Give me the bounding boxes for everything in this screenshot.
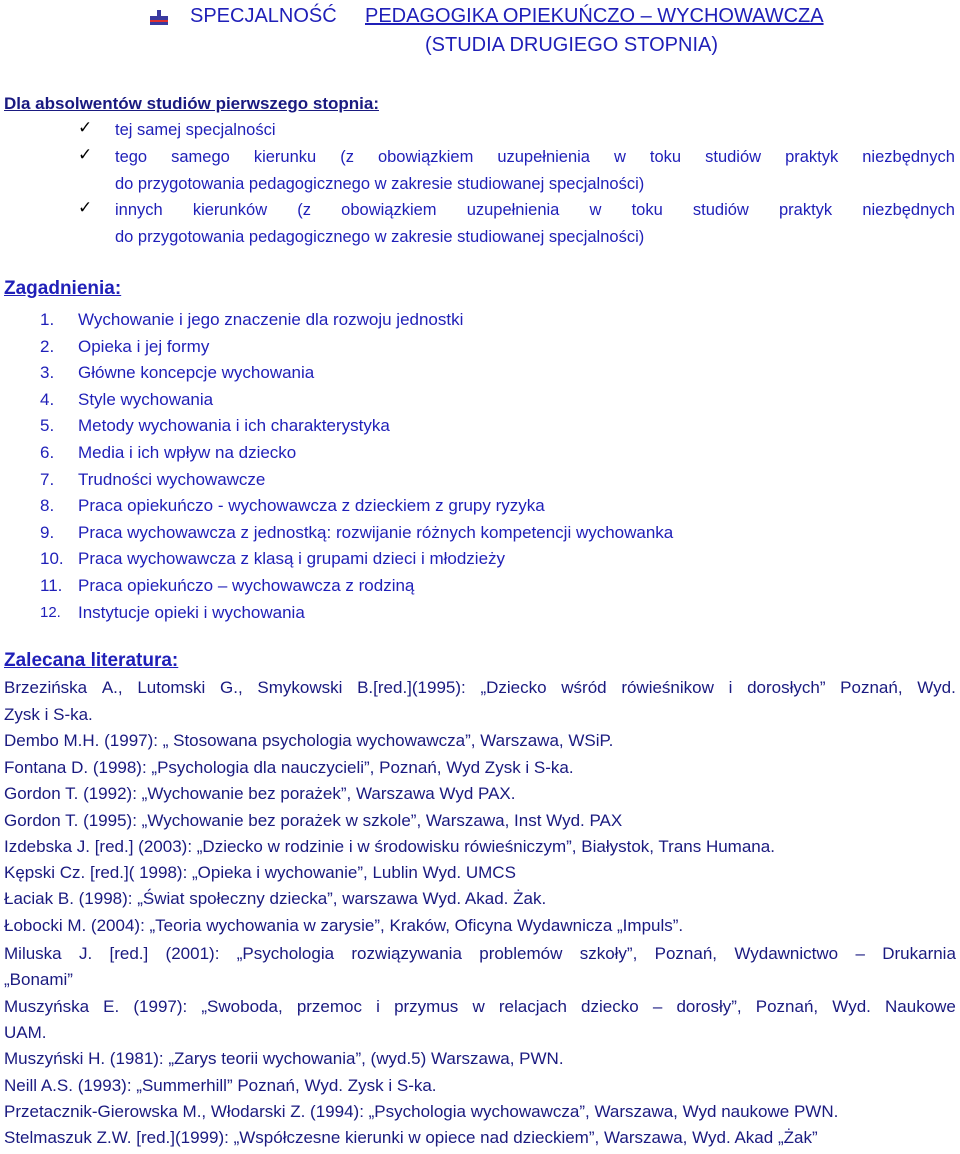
word: B.[red.](1995):: [357, 678, 466, 697]
literature-line: Łaciak B. (1998): „Świat społeczny dziecka”, warszawa Wyd. Akad. Żak.: [4, 889, 547, 908]
literature-line: Gordon T. (1992): „Wychowanie bez porażek”, Warszawa Wyd PAX.: [4, 784, 516, 803]
word: „Dziecko: [480, 678, 547, 697]
literature-line: Łobocki M. (2004): „Teoria wychowania w zarysie”, Kraków, Oficyna Wydawnicza „Impuls”.: [4, 916, 684, 935]
word: Drukarnia: [882, 944, 956, 963]
word: Wyd.: [917, 678, 956, 697]
word: (z: [297, 201, 312, 219]
list-item-number: 3.: [40, 363, 55, 383]
list-item-number: 4.: [40, 389, 55, 409]
word: E.: [103, 997, 120, 1016]
word: (z: [340, 148, 354, 166]
word: G.,: [220, 678, 243, 697]
word: Smykowski: [257, 678, 343, 697]
word: Lutomski: [137, 678, 206, 697]
literature-line: Gordon T. (1995): „Wychowanie bez porażek w szkole”, Warszawa, Inst Wyd. PAX: [4, 811, 623, 830]
word: A.,: [101, 678, 123, 697]
topics-heading: Zagadnienia:: [4, 278, 122, 299]
checkmark-icon: ✓: [78, 118, 93, 137]
word: Poznań,: [654, 944, 718, 963]
word: w: [589, 201, 602, 219]
title-specjalnosc: SPECJALNOŚĆ: [190, 5, 337, 27]
bullet-bars-icon: [150, 10, 168, 26]
word: relacjach: [498, 997, 567, 1016]
word: niezbędnych: [862, 148, 955, 166]
word: –: [855, 944, 865, 963]
word: „Swoboda,: [201, 997, 283, 1016]
word: innych: [115, 201, 163, 219]
literature-line: Neill A.S. (1993): „Summerhill” Poznań, Wyd. Zysk i S-ka.: [4, 1076, 437, 1095]
literature-heading: Zalecana literatura:: [4, 650, 179, 671]
graduates-item-3-line2: do przygotowania pedagogicznego w zakresie studiowanej specjalności): [115, 228, 645, 246]
literature-line: „Bonami”: [4, 970, 73, 989]
list-item-text: Media i ich wpływ na dziecko: [78, 443, 297, 462]
word: przymus: [394, 997, 459, 1016]
literature-line: [4, 994, 956, 1020]
word: praktyk: [785, 148, 839, 166]
list-item-number: 6.: [40, 443, 55, 462]
word: Poznań,: [755, 997, 819, 1016]
list-item-text: Główne koncepcje wychowania: [78, 363, 315, 383]
checkmark-icon: ✓: [78, 145, 93, 164]
graduates-item-3-line1: [115, 201, 955, 220]
literature-line: Fontana D. (1998): „Psychologia dla nauczycieli”, Poznań, Wyd Zysk i S-ka.: [4, 758, 574, 777]
word: i: [728, 678, 733, 697]
word: obowiązkiem: [341, 201, 437, 219]
graduates-item-2-line2: do przygotowania pedagogicznego w zakresie studiowanej specjalności): [115, 175, 645, 193]
word: J.: [78, 944, 93, 963]
literature-line: UAM.: [4, 1023, 47, 1042]
word: rówieśnikow: [621, 678, 714, 697]
word: Brzezińska: [4, 678, 88, 697]
literature-line: Dembo M.H. (1997): „ Stosowana psychologia wychowawcza”, Warszawa, WSiP.: [4, 731, 614, 750]
word: niezbędnych: [862, 201, 955, 219]
word: praktyk: [778, 201, 833, 219]
list-item-number: 7.: [40, 469, 55, 489]
word: Miluska: [4, 944, 62, 963]
word: problemów: [479, 944, 563, 963]
list-item-number: 5.: [40, 416, 55, 436]
graduates-item-2-line1: [115, 148, 955, 167]
literature-line: Zysk i S-ka.: [4, 705, 93, 724]
list-item-number: 11.: [40, 576, 63, 595]
list-item-number: 10.: [40, 549, 64, 569]
list-item-number: 2.: [40, 336, 55, 356]
list-item-text: Praca opiekuńczo - wychowawcza z dzieckiem z grupy ryzyka: [78, 496, 545, 516]
list-item-text: Wychowanie i jego znaczenie dla rozwoju jednostki: [78, 310, 464, 329]
word: (2001):: [165, 944, 220, 963]
word: Naukowe: [885, 997, 956, 1016]
word: i: [376, 997, 380, 1016]
literature-line: Stelmaszuk Z.W. [red.](1999): „Współczesne kierunki w opiece nad dzieckiem”, Warszawa, Wyd. Akad „Żak”: [4, 1128, 818, 1147]
list-item-text: Instytucje opieki i wychowania: [78, 602, 305, 622]
word: uzupełnienia: [497, 148, 590, 166]
word: dziecko: [581, 997, 639, 1016]
title-specialization-name: PEDAGOGIKA OPIEKUŃCZO – WYCHOWAWCZA: [365, 5, 824, 27]
literature-line: Izdebska J. [red.] (2003): „Dziecko w rodzinie i w środowisku rówieśniczym”, Białystok, Trans Humana.: [4, 837, 775, 856]
list-item-text: Praca wychowawcza z jednostką: rozwijanie różnych kompetencji wychowanka: [78, 522, 674, 542]
literature-line: Muszyński H. (1981): „Zarys teorii wychowania”, (wyd.5) Warszawa, PWN.: [4, 1049, 564, 1068]
list-item-text: Style wychowania: [78, 389, 214, 409]
word: studiów: [692, 201, 749, 219]
word: studiów: [705, 148, 762, 166]
word: [red.]: [109, 944, 149, 963]
word: w: [614, 148, 626, 166]
word: szkoły”,: [579, 944, 638, 963]
word: Wyd.: [832, 997, 871, 1016]
word: dorosłych”: [747, 678, 826, 697]
list-item-text: Opieka i jej formy: [78, 336, 210, 356]
word: Wydawnictwo: [734, 944, 839, 963]
word: toku: [631, 201, 663, 219]
word: toku: [649, 148, 682, 166]
literature-line: Przetacznik-Gierowska M., Włodarski Z. (1994): „Psychologia wychowawcza”, Warszawa, Wyd naukowe PWN.: [4, 1102, 839, 1121]
word: obowiązkiem: [377, 148, 474, 166]
list-item-text: Praca wychowawcza z klasą i grupami dzieci i młodzieży: [78, 549, 506, 569]
checkmark-icon: ✓: [78, 198, 93, 217]
word: w: [472, 997, 485, 1016]
word: dorosły”,: [676, 997, 742, 1016]
list-item-number: 1.: [40, 310, 55, 329]
word: rozwiązywania: [351, 944, 462, 963]
word: Poznań,: [840, 678, 903, 697]
word: przemoc: [296, 997, 362, 1016]
graduates-heading: Dla absolwentów studiów pierwszego stopnia:: [4, 94, 379, 113]
graduates-item-1: tej samej specjalności: [115, 121, 276, 139]
title-subtitle: (STUDIA DRUGIEGO STOPNIA): [425, 34, 718, 56]
word: samego: [171, 148, 230, 166]
word: „Psychologia: [236, 944, 335, 963]
word: Muszyńska: [4, 997, 90, 1016]
word: (1997):: [133, 997, 188, 1016]
list-item-text: Metody wychowania i ich charakterystyka: [78, 416, 390, 436]
literature-line: [4, 675, 956, 701]
word: kierunku: [253, 148, 317, 166]
word: –: [652, 997, 663, 1016]
list-item-number: 8.: [40, 496, 55, 516]
word: uzupełnienia: [466, 201, 560, 219]
list-item-number: 12.: [40, 603, 61, 621]
word: tego: [115, 148, 148, 166]
literature-line: Kępski Cz. [red.]( 1998): „Opieka i wychowanie”, Lublin Wyd. UMCS: [4, 863, 516, 882]
list-item-text: Praca opiekuńczo – wychowawcza z rodziną: [78, 576, 415, 595]
word: wśród: [561, 678, 607, 697]
literature-line: [4, 941, 956, 967]
list-item-number: 9.: [40, 522, 55, 542]
word: kierunków: [192, 201, 268, 219]
list-item-text: Trudności wychowawcze: [78, 469, 266, 489]
